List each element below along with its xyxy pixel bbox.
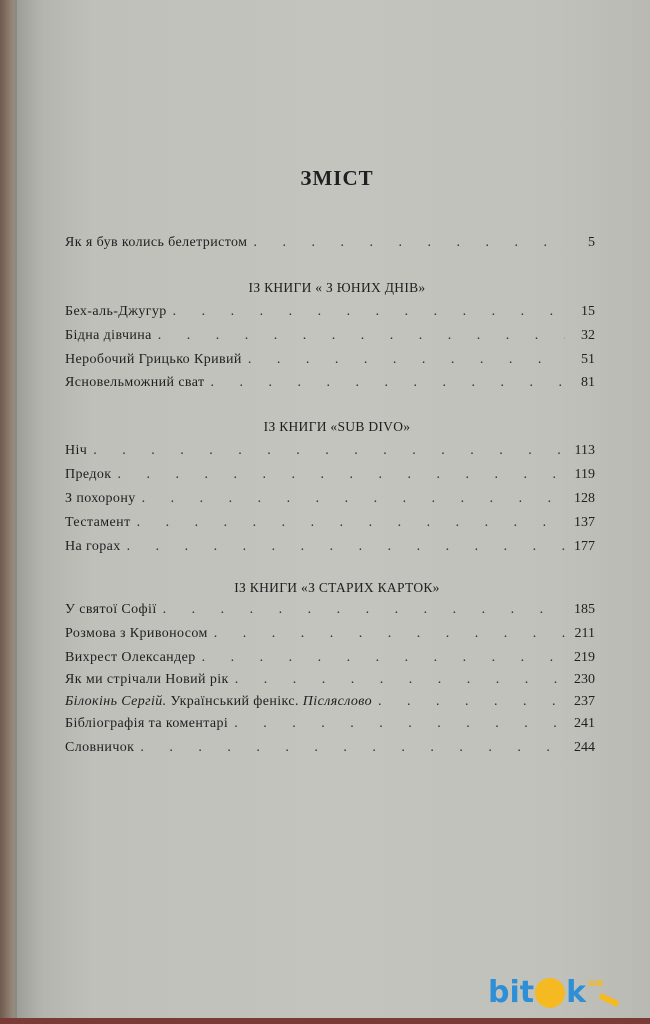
toc-entry — [65, 352, 595, 372]
leader-dots — [163, 602, 565, 618]
entry-label: Бех-аль-Джугур — [65, 304, 167, 319]
page-title: ЗМІСТ — [300, 166, 374, 190]
entry-page: 219 — [574, 650, 595, 665]
entry-label: Ніч — [65, 443, 88, 458]
toc-entry — [65, 650, 595, 670]
leader-dots — [158, 328, 565, 344]
coin-icon — [535, 978, 565, 1008]
entry-label — [65, 694, 372, 710]
toc-entry — [65, 672, 595, 692]
section-heading: ІЗ КНИГИ « З ЮНИХ ДНІВ» — [248, 280, 426, 295]
leader-dots — [142, 491, 565, 507]
entry-page: 230 — [574, 672, 595, 687]
entry-label: Тестамент — [65, 515, 131, 530]
watermark-logo — [488, 970, 638, 1014]
cover-edge — [0, 1018, 650, 1024]
toc-entry — [65, 626, 595, 646]
afterword-kind: Післяслово — [302, 694, 373, 709]
entry-page: 128 — [574, 491, 595, 506]
entry-label: Словничок — [65, 740, 135, 755]
entry-label: У святої Софії — [65, 602, 157, 617]
section-heading: ІЗ КНИГИ «З СТАРИХ КАРТОК» — [234, 580, 440, 595]
entry-page: 137 — [574, 515, 595, 530]
leader-dots — [202, 650, 565, 666]
toc-entry-intro — [65, 235, 595, 255]
entry-page: 51 — [581, 352, 595, 367]
leader-dots — [137, 515, 565, 531]
toc-entry — [65, 602, 595, 622]
leader-dots — [140, 740, 565, 756]
leader-dots — [173, 304, 565, 320]
entry-label: Розмова з Кривоносом — [65, 626, 208, 641]
entry-label: Предок — [65, 467, 112, 482]
leader-dots — [211, 375, 565, 391]
table-of-contents — [17, 0, 650, 1018]
leader-dots — [93, 443, 565, 459]
leader-dots — [127, 539, 565, 555]
logo-text-right: k — [566, 974, 587, 1010]
toc-entry — [65, 467, 595, 487]
entry-page: 237 — [574, 694, 595, 709]
toc-entry — [65, 375, 595, 395]
toc-entry-afterword — [65, 694, 595, 714]
toc-entry — [65, 491, 595, 511]
entry-page: 32 — [581, 328, 595, 343]
leader-dots — [253, 235, 565, 251]
section-heading: ІЗ КНИГИ «SUB DIVO» — [263, 419, 411, 434]
entry-page: 113 — [574, 443, 595, 458]
entry-label: Ясновельможний сват — [65, 375, 205, 390]
hammer-icon — [599, 993, 620, 1007]
entry-page: 119 — [574, 467, 595, 482]
toc-entry — [65, 304, 595, 324]
entry-label: На горах — [65, 539, 121, 554]
entry-label: Вихрест Олександер — [65, 650, 196, 665]
toc-entry-glossary — [65, 740, 595, 760]
entry-page: 185 — [574, 602, 595, 617]
leader-dots — [378, 694, 565, 710]
entry-label: Як я був колись белетристом — [65, 235, 248, 250]
entry-page: 15 — [581, 304, 595, 319]
toc-entry — [65, 328, 595, 348]
entry-label: Як ми стрічали Новий рік — [65, 672, 229, 687]
entry-label: Неробочий Грицько Кривий — [65, 352, 242, 367]
entry-label: Бідна дівчина — [65, 328, 152, 343]
entry-page: 211 — [574, 626, 595, 641]
entry-label: З похорону — [65, 491, 136, 506]
logo-text-left: bit — [488, 974, 535, 1010]
book-page — [14, 0, 650, 1018]
entry-page: 241 — [574, 716, 595, 731]
toc-entry — [65, 443, 595, 463]
leader-dots — [248, 352, 565, 368]
entry-label: Бібліографія та коментарі — [65, 716, 229, 731]
toc-entry — [65, 539, 595, 559]
entry-page: 5 — [588, 235, 595, 250]
toc-entry-bibliography — [65, 716, 595, 736]
entry-page: 244 — [574, 740, 595, 755]
leader-dots — [234, 716, 565, 732]
book-spine-edge — [0, 0, 14, 1024]
logo-suffix: ua — [588, 975, 604, 989]
entry-page: 177 — [574, 539, 595, 554]
leader-dots — [117, 467, 565, 483]
entry-page: 81 — [581, 375, 595, 390]
leader-dots — [235, 672, 565, 688]
afterword-author: Білокінь Сергій. — [65, 694, 167, 709]
leader-dots — [214, 626, 565, 642]
afterword-title: Український фенікс. — [170, 694, 299, 709]
toc-entry — [65, 515, 595, 535]
